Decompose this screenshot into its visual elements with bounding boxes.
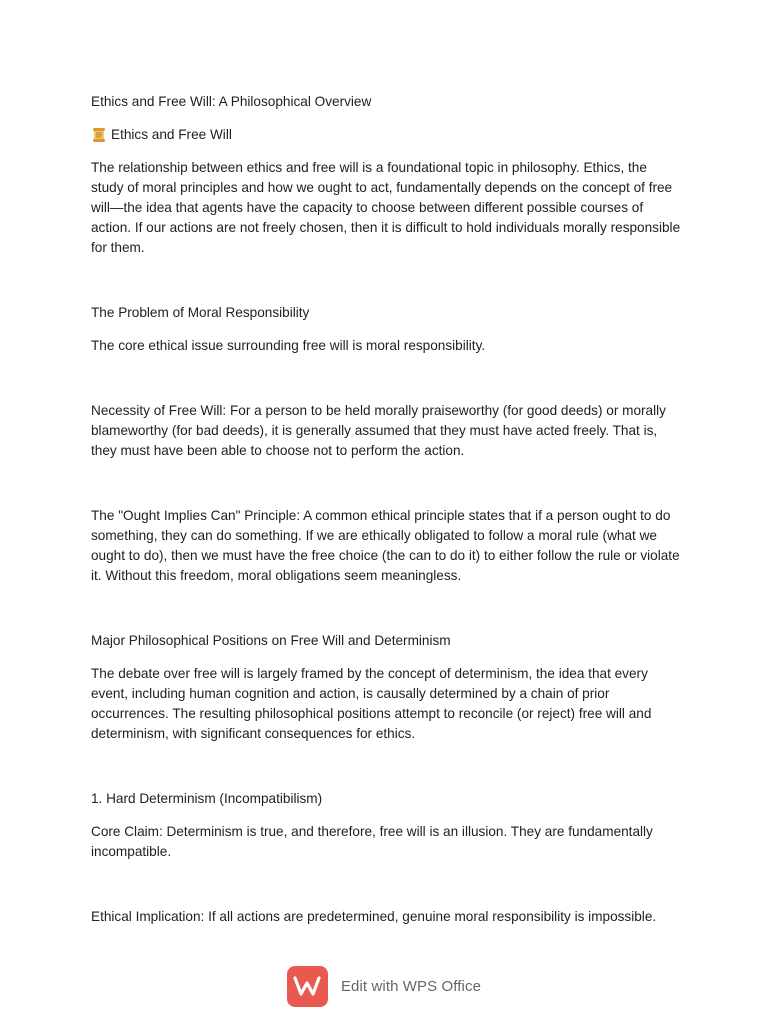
document-body [91,92,681,927]
scroll-icon [91,127,107,143]
hard-determinism-heading: 1. Hard Determinism (Incompatibilism) [91,791,323,806]
core-claim-paragraph: Core Claim: Determinism is true, and therefore, free will is an illusion. They are fundamentally incompatible. [91,824,653,859]
problem-heading: The Problem of Moral Responsibility [91,305,310,320]
positions-heading: Major Philosophical Positions on Free Will and Determinism [91,633,451,648]
ought-implies-can-paragraph: The "Ought Implies Can" Principle: A common ethical principle states that if a person ought to do something, they can do something. If we are ethically obligated to follow a moral rule (what we ought to do), then we must have the free choice (the can to do it) to either follow the rule or violate it. Without this freedom, moral obligations seem meaningless. [91,508,680,583]
ethical-implication-paragraph: Ethical Implication: If all actions are predetermined, genuine moral responsibility is impossible. [91,909,657,924]
wps-edit-banner[interactable] [0,964,768,1008]
wps-office-logo-icon[interactable] [287,966,328,1007]
problem-paragraph: The core ethical issue surrounding free will is moral responsibility. [91,338,486,353]
document-title: Ethics and Free Will: A Philosophical Overview [91,94,372,109]
section-heading [91,125,681,145]
necessity-paragraph: Necessity of Free Will: For a person to be held morally praiseworthy (for good deeds) or morally blameworthy (for bad deeds), it is generally assumed that they must have acted freely. That is, they must have been able to choose not to perform the action. [91,403,666,458]
section-heading-label: Ethics and Free Will [111,127,232,142]
edit-with-wps-link[interactable]: Edit with WPS Office [340,977,482,995]
positions-paragraph: The debate over free will is largely framed by the concept of determinism, the idea that every event, including human cognition and action, is causally determined by a chain of prior occurrences. The resulting philosophical positions attempt to reconcile (or reject) free will and determinism, with significant consequences for ethics. [91,666,652,741]
intro-paragraph: The relationship between ethics and free will is a foundational topic in philosophy. Ethics, the study of moral principles and how we ought to act, fundamentally depends on the concept of free will—the idea that agents have the capacity to choose between different possible courses of action. If our actions are not freely chosen, then it is difficult to hold individuals morally responsible for them. [91,160,681,255]
